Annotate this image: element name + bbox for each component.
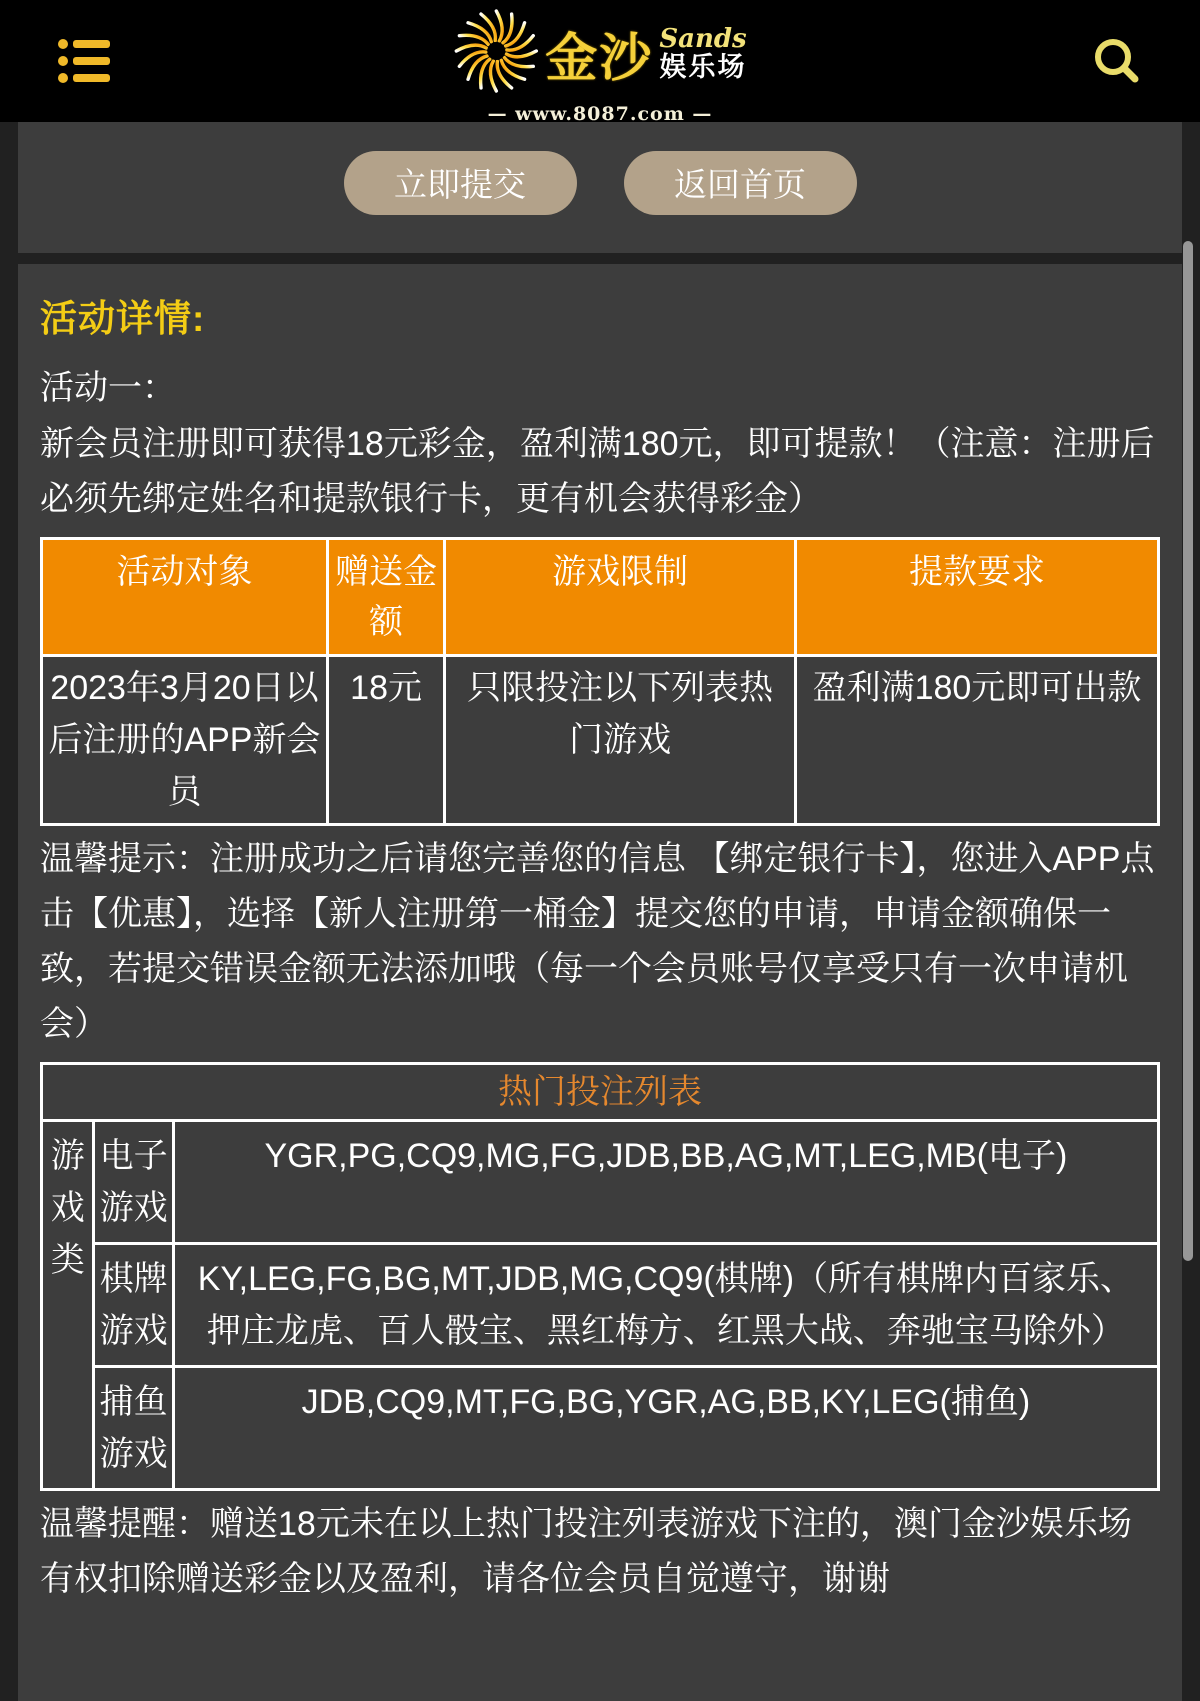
col-header-target: 活动对象 (42, 539, 328, 656)
col-header-withdraw: 提款要求 (795, 539, 1158, 656)
hot-games-title: 热门投注列表 (42, 1064, 1159, 1121)
cell-target: 2023年3月20日以后注册的APP新会员 (42, 656, 328, 825)
table-row (42, 656, 1159, 825)
search-button[interactable] (1092, 36, 1142, 86)
cell-withdraw: 盈利满180元即可出款 (795, 656, 1158, 825)
promo-rules-table (40, 537, 1160, 826)
cell-games-electronic: YGR,PG,CQ9,MG,FG,JDB,BB,AG,MT,LEG,MB(电子) (173, 1121, 1158, 1244)
logo-suffix: 娱乐场 (659, 52, 747, 82)
cell-games-chess: KY,LEG,FG,BG,MT,JDB,MG,CQ9(棋牌)（所有棋牌内百家乐、押庄龙虎、百人骰宝、黑红梅方、红黑大战、奔驰宝马除外） (173, 1244, 1158, 1367)
table-header-row (42, 539, 1159, 656)
cell-type-chess: 棋牌游戏 (94, 1244, 173, 1367)
table-row (42, 1121, 1159, 1244)
top-header-bar (0, 0, 1200, 125)
reminder-text: 温馨提醒：赠送18元未在以上热门投注列表游戏下注的，澳门金沙娱乐场有权扣除赠送彩金以及盈利，请各位会员自觉遵守，谢谢 (40, 1505, 1132, 1598)
cell-game-limit: 只限投注以下列表热门游戏 (445, 656, 796, 825)
activity-intro-text: 新会员注册即可获得18元彩金，盈利满180元，即可提款！（注意：注册后必须先绑定姓名和提款银行卡，更有机会获得彩金） (40, 425, 1155, 518)
list-menu-icon (58, 72, 110, 87)
hot-games-table (40, 1062, 1160, 1491)
submit-now-button[interactable]: 立即提交 (344, 151, 577, 215)
logo[interactable] (453, 8, 746, 125)
cell-type-electronic: 电子游戏 (94, 1121, 173, 1244)
logo-url: — www.8087.com — (487, 103, 713, 125)
back-home-button[interactable]: 返回首页 (624, 151, 857, 215)
table-row (42, 1367, 1159, 1490)
col-header-bonus: 赠送金额 (327, 539, 444, 656)
scrollbar-thumb[interactable] (1183, 241, 1193, 1261)
activity-subtitle: 活动一： (40, 369, 176, 407)
page-title: 活动详情: (40, 298, 206, 339)
cell-bonus: 18元 (327, 656, 444, 825)
cell-game-category: 游戏类 (42, 1121, 94, 1490)
promo-content-panel (18, 264, 1182, 1701)
menu-button[interactable] (58, 38, 110, 84)
logo-name-cn: 金沙 (545, 30, 654, 88)
hot-games-title-row (42, 1064, 1159, 1121)
table-row (42, 1244, 1159, 1367)
col-header-game-limit: 游戏限制 (445, 539, 796, 656)
cell-games-fishing: JDB,CQ9,MT,FG,BG,YGR,AG,BB,KY,LEG(捕鱼) (173, 1367, 1158, 1490)
action-button-panel (18, 122, 1182, 253)
tips-text: 温馨提示：注册成功之后请您完善您的信息 【绑定银行卡】，您进入APP点击【优惠】，选择【新人注册第一桶金】提交您的申请，申请金额确保一致，若提交错误金额无法添加哦（每一个会员账号仅享受只有一次申请机会） (40, 840, 1155, 1043)
cell-type-fishing: 捕鱼游戏 (94, 1367, 173, 1490)
sunburst-icon (453, 8, 539, 99)
logo-name-en: Sands (659, 24, 747, 54)
magnifier-icon (1092, 74, 1142, 89)
